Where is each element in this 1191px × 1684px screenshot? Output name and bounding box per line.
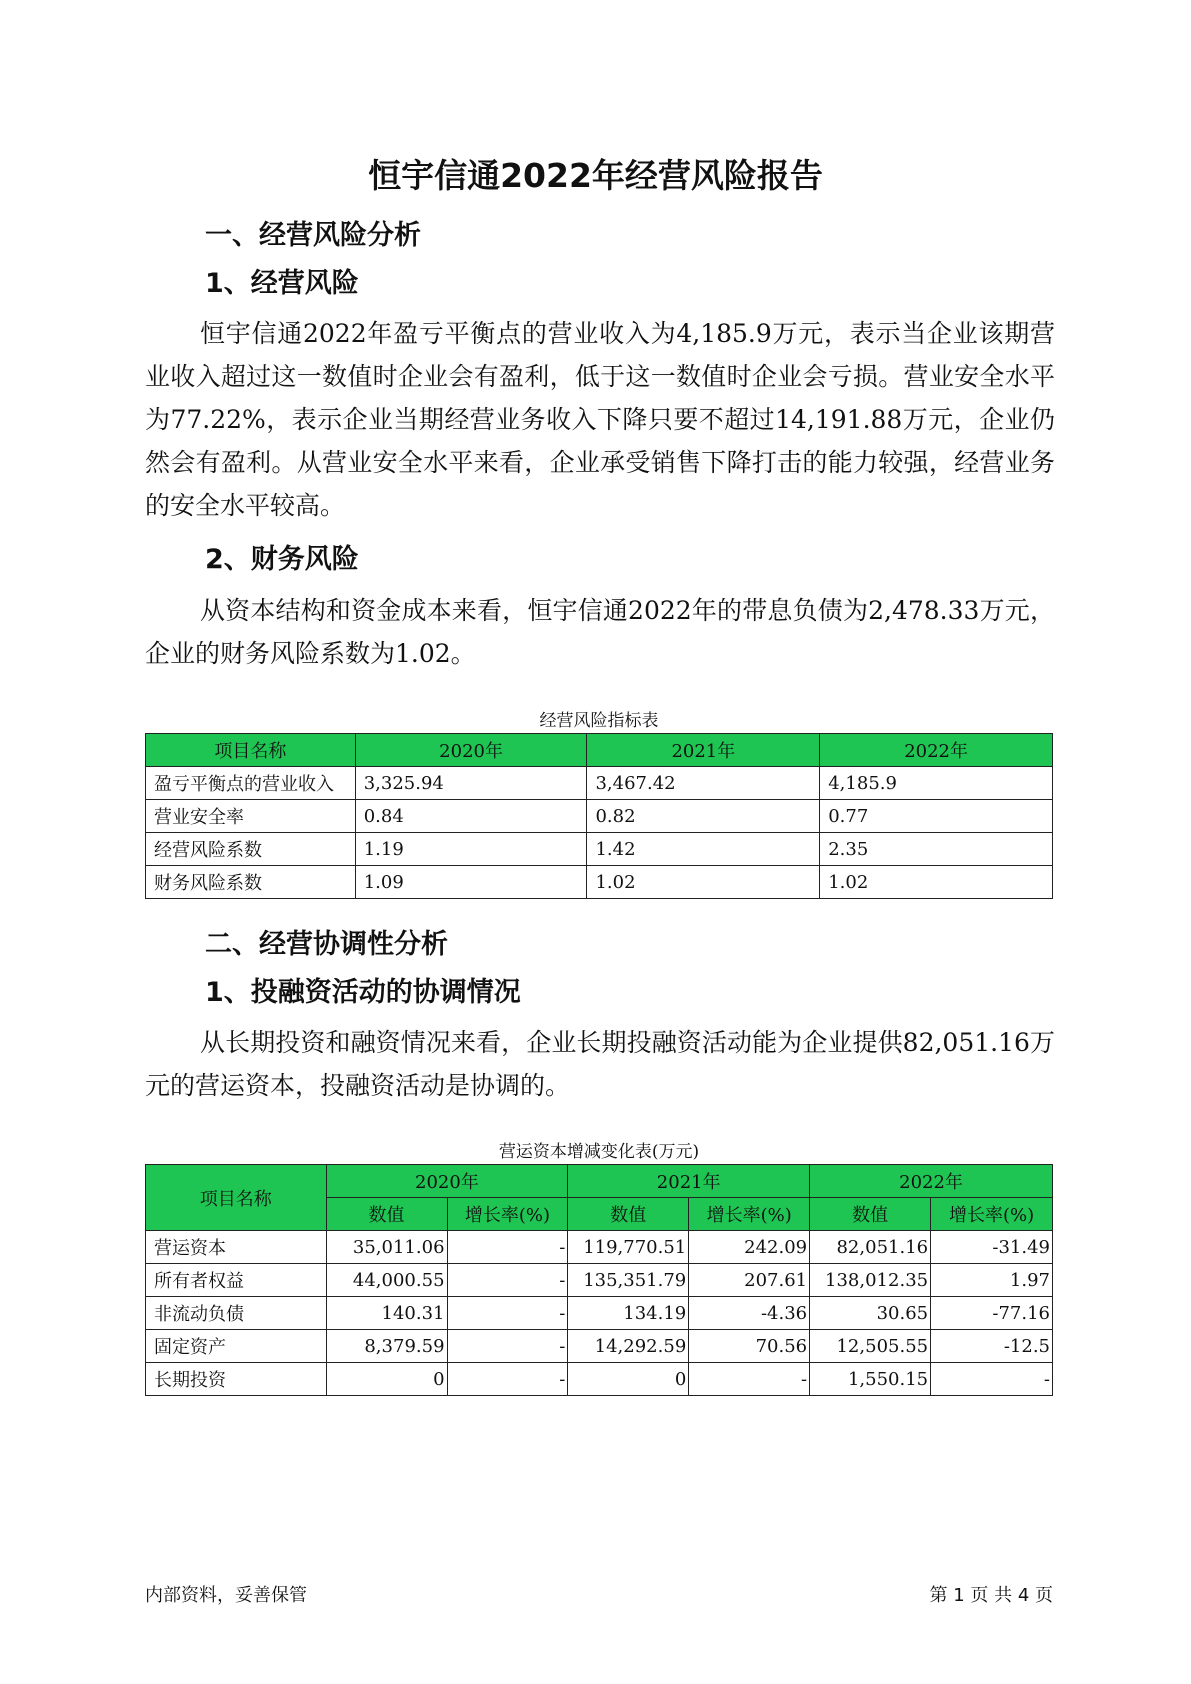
- table-cell: 3,325.94: [355, 767, 587, 800]
- table-cell: 0.84: [355, 800, 587, 833]
- table-cell: 1.02: [820, 866, 1053, 899]
- table-cell: -4.36: [689, 1297, 810, 1330]
- table-row: [146, 866, 1053, 899]
- table-cell: 所有者权益: [146, 1264, 327, 1297]
- table-cell: 119,770.51: [568, 1231, 689, 1264]
- table-cell: 长期投资: [146, 1363, 327, 1396]
- table-cell: 1.97: [931, 1264, 1053, 1297]
- table-cell: 1.42: [587, 833, 820, 866]
- table-row: [146, 833, 1053, 866]
- table-cell: -: [447, 1330, 568, 1363]
- section2-sub1-heading: 1、投融资活动的协调情况: [205, 977, 521, 1008]
- table-cell: 0: [568, 1363, 689, 1396]
- table-cell: 4,185.9: [820, 767, 1053, 800]
- table-cell: 固定资产: [146, 1330, 327, 1363]
- table-row: [146, 1264, 1053, 1297]
- table-header-row: [146, 734, 1053, 767]
- table-cell: -: [689, 1363, 810, 1396]
- table1-caption: 经营风险指标表: [539, 711, 659, 731]
- table-cell: 1,550.15: [810, 1363, 931, 1396]
- section1-heading: 一、经营风险分析: [205, 220, 421, 251]
- table-cell: -31.49: [931, 1231, 1053, 1264]
- table-row: [146, 1231, 1053, 1264]
- table-cell: 14,292.59: [568, 1330, 689, 1363]
- table-header-cell: 增长率(%): [931, 1198, 1053, 1231]
- table-header-cell: 2021年: [587, 734, 820, 767]
- working-capital-table: [145, 1164, 1053, 1396]
- table-cell: 140.31: [326, 1297, 447, 1330]
- table-cell: -12.5: [931, 1330, 1053, 1363]
- table-cell: -: [447, 1264, 568, 1297]
- table-header-cell: 增长率(%): [689, 1198, 810, 1231]
- section2-heading: 二、经营协调性分析: [205, 929, 448, 960]
- table2-caption: 营运资本增减变化表(万元): [498, 1142, 700, 1162]
- table-cell: 44,000.55: [326, 1264, 447, 1297]
- table-cell: 1.09: [355, 866, 587, 899]
- table-header-cell: 2022年: [810, 1165, 1053, 1198]
- risk-indicator-table: [145, 733, 1053, 899]
- financial-risk-paragraph: 从资本结构和资金成本来看，恒宇信通2022年的带息负债为2,478.33万元，企业的财务风险系数为1.02。: [145, 596, 1055, 668]
- footer-confidential-note: 内部资料，妥善保管: [145, 1585, 307, 1606]
- table-cell: 8,379.59: [326, 1330, 447, 1363]
- table-cell: -: [931, 1363, 1053, 1396]
- table-cell: 12,505.55: [810, 1330, 931, 1363]
- table-row: [146, 1363, 1053, 1396]
- table-cell: 财务风险系数: [146, 866, 356, 899]
- table-cell: 盈亏平衡点的营业收入: [146, 767, 356, 800]
- table-header-cell: 2021年: [568, 1165, 810, 1198]
- section1-sub2-heading: 2、财务风险: [205, 544, 359, 575]
- investment-financing-paragraph: 从长期投资和融资情况来看，企业长期投融资活动能为企业提供82,051.16万元的营运资本，投融资活动是协调的。: [145, 1028, 1055, 1100]
- table-cell: 1.02: [587, 866, 820, 899]
- table-cell: 207.61: [689, 1264, 810, 1297]
- table-cell: 0.77: [820, 800, 1053, 833]
- footer-page-number: 第 1 页 共 4 页: [929, 1585, 1053, 1606]
- table-cell: 242.09: [689, 1231, 810, 1264]
- table-header-cell: 2020年: [326, 1165, 568, 1198]
- table-cell: 营运资本: [146, 1231, 327, 1264]
- table-cell: 70.56: [689, 1330, 810, 1363]
- report-title: 恒宇信通2022年经营风险报告: [368, 156, 823, 195]
- table-cell: 82,051.16: [810, 1231, 931, 1264]
- table-cell: 134.19: [568, 1297, 689, 1330]
- table-cell: 2.35: [820, 833, 1053, 866]
- table-cell: -: [447, 1363, 568, 1396]
- table-header-cell: 数值: [568, 1198, 689, 1231]
- table-header-cell: 项目名称: [146, 1165, 327, 1231]
- table-cell: 3,467.42: [587, 767, 820, 800]
- table-header-cell: 2020年: [355, 734, 587, 767]
- table-cell: -: [447, 1231, 568, 1264]
- table-cell: 非流动负债: [146, 1297, 327, 1330]
- table-header-cell: 2022年: [820, 734, 1053, 767]
- table-cell: 135,351.79: [568, 1264, 689, 1297]
- operating-risk-paragraph: 恒宇信通2022年盈亏平衡点的营业收入为4,185.9万元，表示当企业该期营业收入超过这一数值时企业会有盈利，低于这一数值时企业会亏损。营业安全水平为77.22%，表示企业当期经营业务收入下降只要不超过14,191.88万元，企业仍然会有盈利。从营业安全水平来看，企业承受销售下降打击的能力较强，经营业务的安全水平较高。: [145, 319, 1055, 520]
- table-cell: 营业安全率: [146, 800, 356, 833]
- table-cell: 0: [326, 1363, 447, 1396]
- table-header-cell: 数值: [326, 1198, 447, 1231]
- table-cell: 35,011.06: [326, 1231, 447, 1264]
- table-cell: 经营风险系数: [146, 833, 356, 866]
- table-header-cell: 增长率(%): [447, 1198, 568, 1231]
- table-header-cell: 数值: [810, 1198, 931, 1231]
- table-row: [146, 800, 1053, 833]
- table-cell: -77.16: [931, 1297, 1053, 1330]
- table-header-row: [146, 1165, 1053, 1198]
- table-cell: 0.82: [587, 800, 820, 833]
- table-cell: -: [447, 1297, 568, 1330]
- table-header-cell: 项目名称: [146, 734, 356, 767]
- table-cell: 138,012.35: [810, 1264, 931, 1297]
- section1-sub1-heading: 1、经营风险: [205, 268, 359, 299]
- table-cell: 1.19: [355, 833, 587, 866]
- table-cell: 30.65: [810, 1297, 931, 1330]
- table-row: [146, 1330, 1053, 1363]
- table-row: [146, 767, 1053, 800]
- table-row: [146, 1297, 1053, 1330]
